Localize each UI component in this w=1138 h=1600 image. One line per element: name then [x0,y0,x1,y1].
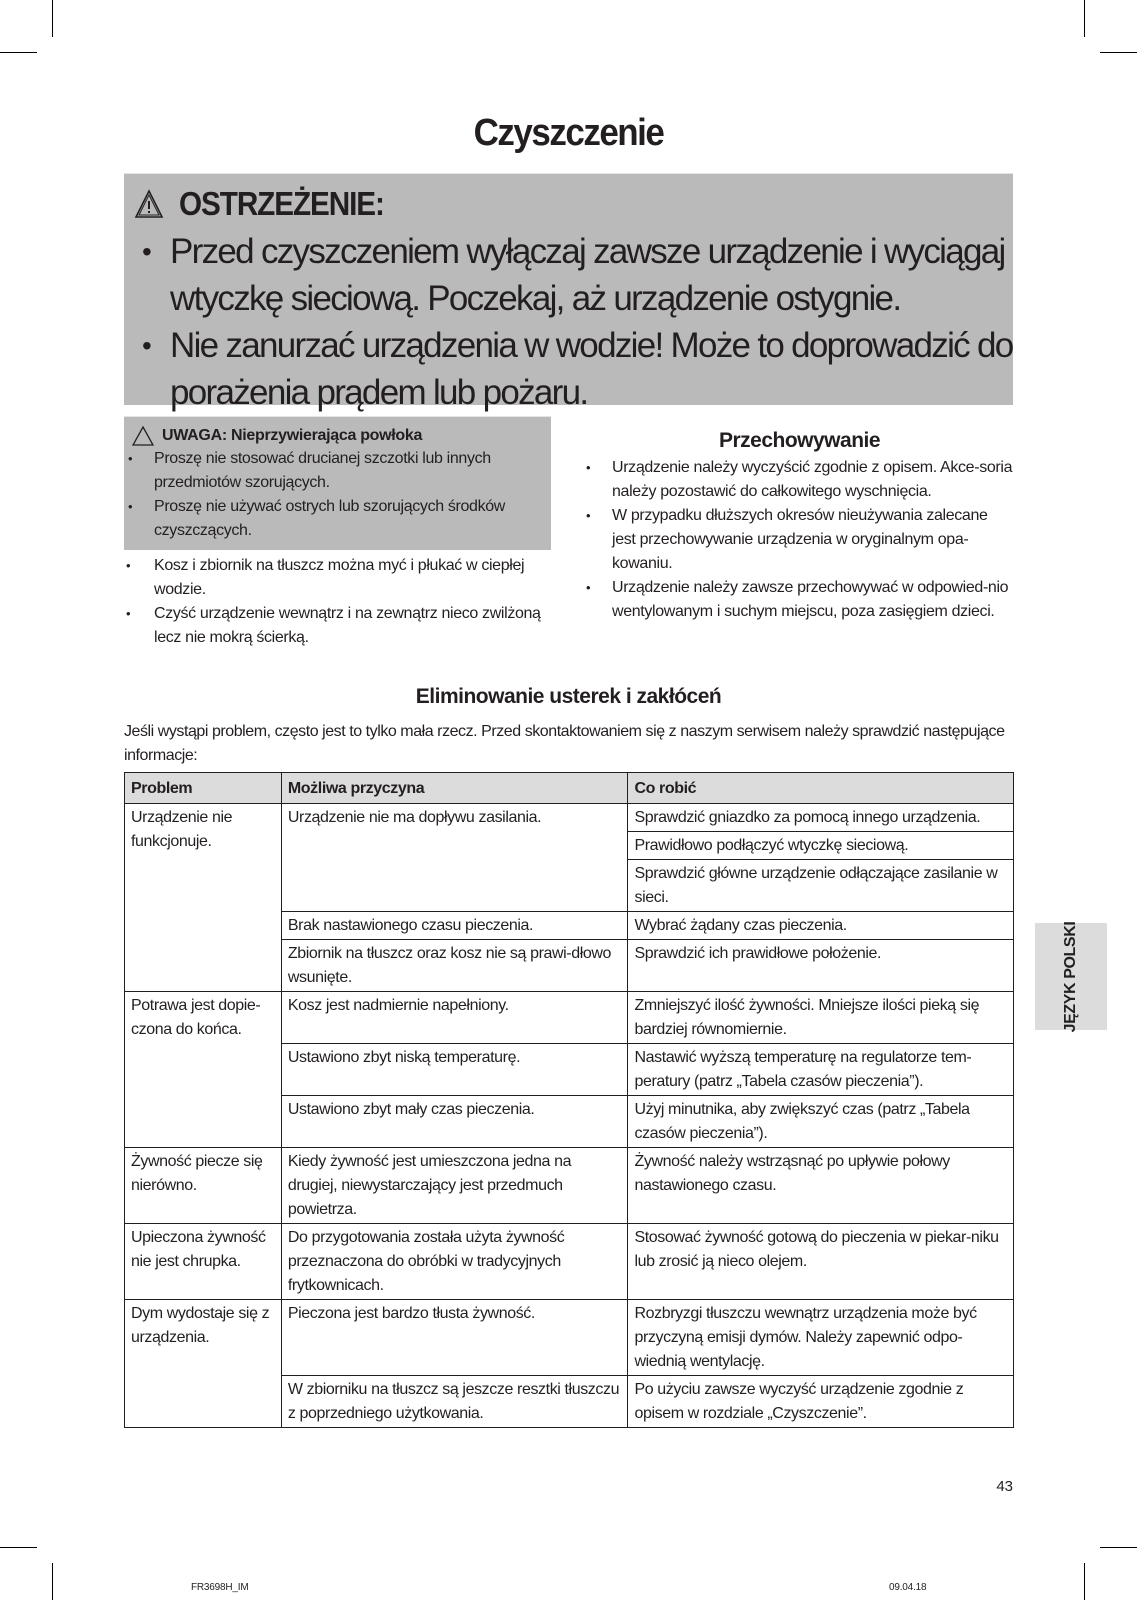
warning-item-line: Przed czyszczeniem wyłączaj zawsze urządzenie i wyciągaj [170,232,1005,271]
caution-box [124,416,551,550]
storage-list [586,456,1013,624]
bullet: • [128,499,133,514]
action-cell: Sprawdzić główne urządzenie odłączające zasilanie w sieci. [628,860,1014,912]
cause-cell: Brak nastawionego czasu pieczenia. [281,912,628,940]
crop-mark [1084,0,1085,37]
bullet: • [142,330,151,361]
cause-cell: Urządzenie nie ma dopływu zasilania. [281,804,628,912]
table-header-row [125,773,1014,804]
action-cell: Prawidłowo podłączyć wtyczkę sieciową. [628,832,1014,860]
bullet: • [126,558,131,573]
crop-mark [1100,52,1137,53]
problem-cell: Upieczona żywność nie jest chrupka. [125,1224,282,1300]
cause-cell: Kiedy żywność jest umieszczona jedna na drugiej, niewystarczający jest przedmuch powietrza. [281,1148,628,1224]
cleaning-item: • Czyść urządzenie wewnątrz i na zewnątrz nieco zwilżoną lecz nie mokrą ścierką. [124,602,551,650]
warning-triangle-icon [134,189,164,219]
action-cell: Nastawić wyższą temperaturę na regulatorze tem-peratury (patrz „Tabela czasów pieczenia”). [628,1044,1014,1096]
crop-mark [1100,1547,1137,1548]
header-cause: Możliwa przyczyna [281,773,628,804]
troubleshooting-intro: Jeśli wystąpi problem, często jest to tylko mała rzecz. Przed skontaktowaniem się z naszym serwisem należy sprawdzić następujące informacje: [124,723,1005,764]
cause-cell: Ustawiono zbyt mały czas pieczenia. [281,1096,628,1148]
storage-column [586,426,1013,624]
action-cell: Użyj minutnika, aby zwiększyć czas (patrz „Tabela czasów pieczenia”). [628,1096,1014,1148]
storage-title: Przechowywanie [718,429,881,452]
caution-triangle-icon [132,426,154,446]
action-cell: Wybrać żądany czas pieczenia. [628,912,1014,940]
cause-cell: Ustawiono zbyt niską temperaturę. [281,1044,628,1096]
storage-item: • Urządzenie należy wyczyścić zgodnie z opisem. Akce-soria należy pozostawić do całkowitego wyschnięcia. [586,456,1013,504]
storage-item: • W przypadku dłuższych okresów nieużywania zalecane jest przechowywanie urządzenia w oryginalnym opa-kowaniu. [586,504,1013,576]
action-cell: Stosować żywność gotową do pieczenia w piekar-niku lub zrosić ją nieco olejem. [628,1224,1014,1300]
warning-box [124,173,1013,412]
table-row [125,1148,1014,1224]
bullet: • [586,508,591,523]
cause-cell: Zbiornik na tłuszcz oraz kosz nie są prawi-dłowo wsunięte. [281,940,628,992]
table-row [125,1224,1014,1300]
table-row [125,992,1014,1044]
language-tab-label: JĘZYK POLSKI [1062,921,1079,1032]
page-number: 43 [996,1478,1013,1495]
caution-title: UWAGA: Nieprzywierająca powłoka [162,427,423,444]
bullet: • [586,580,591,595]
cause-cell: Kosz jest nadmiernie napełniony. [281,992,628,1044]
crop-mark [52,1563,53,1600]
caution-item: • Proszę nie używać ostrych lub szorujących środków czyszczących. [130,495,545,543]
table-row [125,1300,1014,1376]
bullet: • [126,606,131,621]
bullet: • [142,236,151,267]
bullet: • [128,451,133,466]
warning-header [134,182,1003,226]
action-cell: Żywność należy wstrząsnąć po upływie połowy nastawionego czasu. [628,1148,1014,1224]
crop-mark [52,0,53,37]
caution-item: • Proszę nie stosować drucianej szczotki lub innych przedmiotów szorujących. [130,447,545,495]
cause-cell: Do przygotowania została użyta żywność przeznaczona do obróbki w tradycyjnych frytkownicach. [281,1224,628,1300]
cleaning-list [124,554,551,650]
cleaning-column [124,416,551,650]
cleaning-item: • Kosz i zbiornik na tłuszcz można myć i płukać w ciepłej wodzie. [124,554,551,602]
troubleshooting-title: Eliminowanie usterek i zakłóceń [415,685,722,708]
warning-item-line: porażenia prądem lub pożaru. [170,373,588,412]
warning-item [134,228,1003,322]
action-cell: Rozbryzgi tłuszczu wewnątrz urządzenia może być przyczyną emisji dymów. Należy zapewnić odpo-wiednią wentylację. [628,1300,1014,1376]
header-problem: Problem [125,773,282,804]
problem-cell: Dym wydostaje się z urządzenia. [125,1300,282,1428]
warning-item-line: Nie zanurzać urządzenia w wodzie! Może to doprowadzić do [170,326,1013,365]
caution-header [130,425,545,447]
footer-date: 09.04.18 [889,1582,927,1593]
problem-cell: Potrawa jest dopie-czona do końca. [125,992,282,1148]
problem-cell: Urządzenie nie funkcjonuje. [125,804,282,992]
language-tab [1035,923,1107,1030]
storage-item: • Urządzenie należy zawsze przechowywać w odpowied-nio wentylowanym i suchym miejscu, poza zasięgiem dzieci. [586,576,1013,624]
page-title: Czyszczenie [473,112,664,154]
crop-mark [1084,1563,1085,1600]
warning-list [134,228,1013,416]
action-cell: Sprawdzić ich prawidłowe położenie. [628,940,1014,992]
cause-cell: W zbiorniku na tłuszcz są jeszcze resztki tłuszczu z poprzedniego użytkowania. [281,1376,628,1428]
caution-list [130,447,545,543]
troubleshooting-table [124,772,1014,1428]
action-cell: Po użyciu zawsze wyczyść urządzenie zgodnie z opisem w rozdziale „Czyszczenie”. [628,1376,1014,1428]
bullet: • [586,460,591,475]
warning-title: OSTRZEŻENIE: [179,185,384,222]
table-row [125,804,1014,832]
header-action: Co robić [628,773,1014,804]
action-cell: Sprawdzić gniazdko za pomocą innego urządzenia. [628,804,1014,832]
footer-document-code: FR3698H_IM [191,1582,249,1593]
action-cell: Zmniejszyć ilość żywności. Mniejsze ilości pieką się bardziej równomiernie. [628,992,1014,1044]
warning-item [134,322,1013,416]
cause-cell: Pieczona jest bardzo tłusta żywność. [281,1300,628,1376]
warning-item-line: wtyczkę sieciową. Poczekaj, aż urządzenie ostygnie. [170,279,901,318]
crop-mark [0,52,37,53]
crop-mark [0,1547,37,1548]
problem-cell: Żywność piecze się nierówno. [125,1148,282,1224]
